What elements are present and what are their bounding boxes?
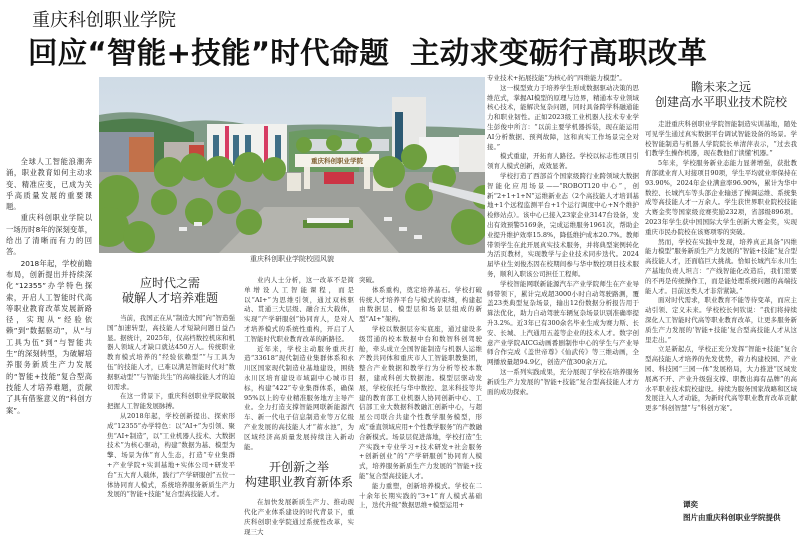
intro-paragraph: 全球人工智能浪潮奔涌，职业教育如何主动求变、精准应变，已成为关乎高质量发展的重要课题。: [6, 157, 92, 212]
gate-sign: 重庆科创职业学院: [311, 157, 363, 165]
column-d: [487, 74, 639, 397]
section-heading-line: 开创新之举: [268, 460, 329, 475]
intro-paragraph: 重庆科创职业学院以一场历时8年的深刻变革，给出了清晰而有力的回答。: [6, 213, 92, 257]
section-heading-line: 创建高水平职业技术院校: [654, 95, 787, 109]
body-paragraph: 当前，我国正在从“制造大国”向“智造强国”加速转型，高技能人才短缺问题日益凸显。据统计，2025年，仅高档数控机床和机器人领域人才缺口就达450万人。传统职业教育模式培养的“经验依赖型”“与工具为伍”的技能人才，已难以满足智能时代对“数据驱动型”“与智能共生”的高端技能人才的迫切需求。: [107, 314, 235, 391]
section-heading-line: 应时代之需: [139, 276, 200, 290]
body-paragraph: 在加快发展新质生产力、推动现代化产业体系建设的时代背景下，重庆科创职业学院通过系统性改革，实现三大: [244, 498, 354, 536]
body-paragraph: 近年来，学校主动服务重庆打造“33618”现代制造业集群体系和永川区国家现代制造业基地建设，围绕永川区培育建设市域副中心城市目标，构建“422”专业集群体系，确保95%以上的专业精准服务地方主导产业。全力打造支撑智能网联新能源汽车、新一代电子信息制造业等万亿级产业发展的高技能人才“蓄水池”，为区域经济高质量发展持续注入新动能。: [244, 344, 354, 451]
body-paragraph: 专业技术+拓展技能”为核心的“四维能力模型”。: [487, 74, 626, 82]
body-paragraph: 能力重塑，创新培养模式。学校在二十余年长期实践的“3+1”育人模式基础上，迭代升级“数据思维+模型运用+: [359, 481, 482, 510]
body-paragraph: 走进重庆科创职业学院智能制造实训基地，随处可见学生通过真实数据平台调试智能设备的场景。学校智能制造与机器人学院院长单清萍表示，“过去我们教学生操作机器，现在教他们‘读懂’机器。”: [645, 120, 797, 158]
body-paragraph: 在这一背景下，重庆科创职业学院敏锐把握人工智能发展脉搏。: [107, 392, 235, 411]
section-heading-2: [240, 460, 358, 490]
body-paragraph: 学校打造了西部首个国家级跨行业跨领域大数据智能化应用场景——“ROBOT120中心”，创新“2+1+1+N”运维新业态（2个高技能人才培训基地+1个远程监测平台+1个运行调度中心+N个维护检修站点）。该中心已接入23家企业3147台设备，发出有效预警5169条，完成运维服务1961次，帮助企业提升维护效率15.8%，降低维护成本20.7%。教师带领学生在此开展真实技术服务，并将典型案例转化为活页教材，实现教学与企业技术同步迭代。2024届毕业生刘俊杰因在校期间参与华中数控项目技术服务，顺利入职该公司担任工程师。: [487, 171, 639, 278]
intro-paragraph: 2018年起，学校前瞻布局，创新提出并持续深化“12355”办学特色探索，开启人工智能时代高等职业教育改革发展新路径，实现从“经验依赖”到“数据驱动”，从“与工具为伍”到“与智能共生”的深刻转型，为破解培养服务新质生产力发展的“智能+技能”复合型高技能人才培养难题，贡献了具有借鉴意义的“科创方案”。: [6, 258, 92, 415]
body-paragraph: 学校以数据层夯实底座，通过建设多级贯通的校本数据中台和数智科创驾驶舱，牵头成立全国智能制造与机器人运维产教共同体和重庆市人工智能职教集团，整合产业数据和教学行为分析等校本数据，建成科创大数据池。模型层驱动发展，学校依托与华中数控、忽米科技等共建的教育部工业机器人协同创新中心、工信部工业大数据科教融汇创新中心，与超星公司联合共建个性教学服务模型，形成“垂直领域应用+个性教学服务”的产教融合新模式。场景层促进落地，学校打造“生产实践+专业学习+技术研发+社会服务+创新创业”的“产学研服创”协同育人模式，培养服务新质生产力发展的“智能+技能”复合型高技能人才。: [359, 324, 482, 480]
intro-column: [6, 156, 92, 416]
section-heading-line: 瞻未来之远: [690, 80, 751, 94]
column-a: [107, 276, 235, 500]
column-b: [244, 276, 354, 538]
campus-photo: [99, 77, 485, 253]
body-paragraph: 学校智能网联新能源汽车产业学院师生在产业导师带领下，累计完成超3000小时自动驾驶路测，覆盖23类典型复杂场景，输出12份数据分析报告用于算法优化，助力自动驾驶车辆复杂场景识别准确率提升3.2%。近3年已有300余名毕业生成为赛力斯、长安、长城、上汽通用五菱等企业的技术人才。数字创意产业学院AICG动画番剧制作中心的学生与产业导师合作完成《盖世帝尊》《仙武传》等三维动画，全网播放量超94.9亿，创造产值300余万元。: [487, 279, 639, 367]
masthead-kicker: 重庆科创职业学院: [32, 10, 176, 31]
body-paragraph: 这一系列实践成果，充分展现了学校在培养服务新质生产力发展的“智能+技能”复合型高技能人才方面的成功探索。: [487, 367, 639, 396]
body-paragraph: 这一模型致力于培养学生形成数据驱动决策的思维范式，掌握AI模型的原理与边界，精通本专业领域核心技术，能解决复杂问题，同时具备跨学科融通能力和职业韧性。正如2023级工业机器人技术专业学生彭俊中所言：“以前主要学机器拆装，现在能运用AI分析数据、预判故障，这和真实工作场景完全对接。”: [487, 83, 639, 151]
section-heading-line: 构建职业教育新体系: [244, 475, 353, 490]
headline: 回应“智能+技能”时代命题 主动求变砺行高职改革: [28, 36, 708, 70]
body-paragraph: 体系重构，奠定培养基石。学校打破传统人才培养平台与模式的束缚，构建起由数据层、模型层和场景层组成的新型“AI+”架构。: [359, 285, 482, 324]
byline-author: 谭奕: [683, 500, 698, 509]
section-heading-3: [642, 80, 800, 110]
body-paragraph: 5年来，学校服务新业态能力显著增强，获批教育部就业育人对接项目90项，学生平均就业率保持在93.90%，2024年企业满意率96.90%，累计为华中数控、长城汽车等头部企业输送了操调运维、系统集成等高技能人才一万余人。学生获世界职业院校技能大赛金奖等国家级竞赛奖励232项，省部级896项。2023年学生获中国国际大学生创新大赛金奖，实现重庆市民办院校在该赛项零的突破。: [645, 159, 797, 236]
body-paragraph: 然而，学校在实践中发现，培养真正具备“四维能力模型”服务新质生产力发展的“智能+技能”复合型高技能人才，还面临巨大挑战。恰如长城汽车永川生产基地负责人坦言：“产线智能化改造后，我们需要的不再是传统操作工，而是能处理系统问题的高端技能人才。目前这类人才非常紧缺。”: [645, 237, 797, 295]
body-paragraph: 业内人士分析，这一改革不是简单增设人工智能课程，而是以“AI+”为思维引领，通过双核驱动、贯通三大层级、融合五大载体，实现“产学研服创”协同育人，是对人才培养模式的系统性重构，开启了人工智能时代职业教育改革的新路径。: [244, 276, 354, 343]
column-c: [359, 276, 482, 511]
column-e: [645, 80, 797, 414]
body-paragraph: 立足新起点，学校正充分发挥“智能+技能”复合型高技能人才培养的先发优势，着力构建校园、产业园、科技园“三园一体”发展格局，大力推进“区域发展离不开、产业升级强支撑、职教出海有品牌”的高水平职业技术院校建设。持续为服务国家战略和区域发展注入人才动能，为新时代高等职业教育改革贡献更多“科创智慧”与“科创方案”。: [645, 345, 797, 413]
section-heading-1: [97, 276, 243, 306]
body-paragraph: 模式重建，开拓育人路径。学校以标志性项目引领育人模式创新，成效显著。: [487, 152, 639, 171]
byline-photo-credit: 图片由重庆科创职业学院提供: [683, 513, 781, 522]
body-paragraph: 突破。: [359, 276, 379, 284]
body-paragraph: 面对时代需求，职业教育不能等待变革，而应主动引领、定义未来。学校校长何钦说：“我们将持续深化人工智能时代高等职业教育改革，让更多服务新质生产力发展的‘智能+技能’复合型高技能人才从这里走出。”: [645, 296, 797, 344]
body-paragraph: 从2018年起，学校创新提出、探索形成“12355”办学特色：以“AI+”为引领、聚焦“AI+制造”，以“工业机器人技术、大数据技术”为核心驱动，构建“数据为基、模型为擎、场景为体”育人生态，打造“专业集群+产业学院+实训基地+实体公司+研发平台”五大育人载体，践行“产学研服创”五位一体协同育人模式，系统培养服务新质生产力发展的“智能+技能”复合型高技能人才。: [107, 411, 235, 499]
section-heading-line: 破解人才培养难题: [121, 291, 218, 305]
photo-caption: 重庆科创职业学院校园风貌: [250, 255, 334, 263]
